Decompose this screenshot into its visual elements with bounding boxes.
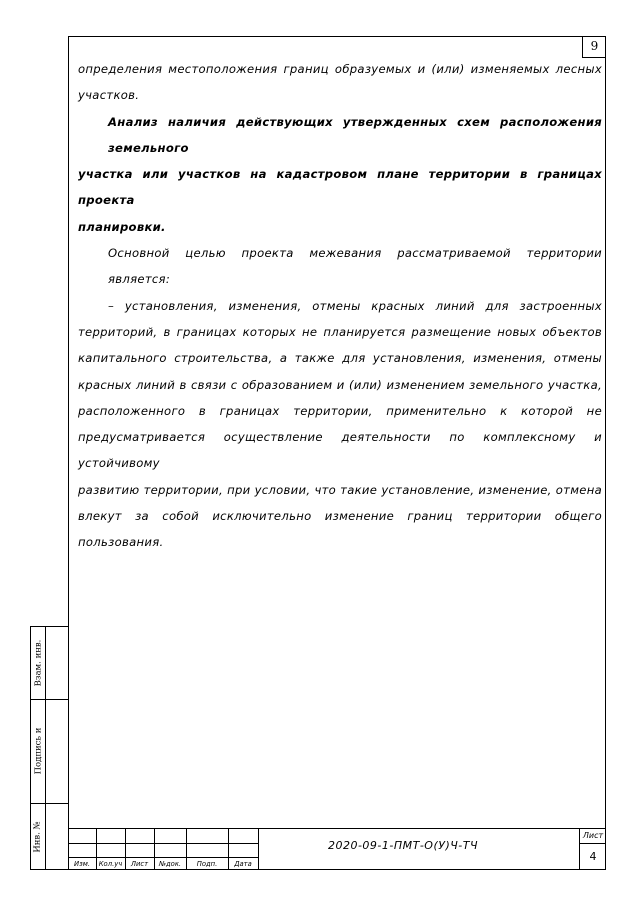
text-line: расположенного в границах территории, применительно к которой не	[78, 403, 602, 418]
text-line: капитального строительства, а также для установления, изменения, отмены	[78, 351, 602, 366]
text-line: влекут за собой исключительно изменение границ территории общего пользования.	[78, 509, 602, 550]
caption-podp: Подп.	[196, 860, 218, 868]
paragraph-list-item	[78, 293, 602, 556]
sheet-label: Лист	[582, 831, 604, 840]
text-line: красных линий в связи с образованием и (или) изменением земельного участка,	[78, 377, 602, 392]
caption-ndok: №док.	[158, 860, 182, 868]
sheet-number: 4	[589, 850, 597, 863]
document-body	[78, 56, 602, 556]
heading-analysis	[78, 109, 602, 240]
side-label-vzam: Взам. инв.	[33, 639, 44, 687]
paragraph-goal	[78, 240, 602, 293]
caption-kol-uch: Кол.уч	[98, 860, 123, 868]
document-code: 2020-09-1-ПМТ-О(У)Ч-ТЧ	[327, 839, 479, 852]
side-label-podpis: Подпись и	[33, 727, 44, 775]
side-stamp	[30, 626, 68, 870]
text-line: планировки.	[78, 219, 166, 234]
text-line: развитию территории, при условии, что такие установление, изменение, отмена	[78, 482, 602, 497]
caption-data: Дата	[234, 860, 252, 868]
side-label-inv: Инв. №	[33, 821, 43, 853]
text-line: – установления, изменения, отмены красных линий для застроенных	[108, 298, 602, 313]
title-block	[68, 828, 606, 870]
text-line: определения местоположения границ образуемых и (или) изменяемых лесных	[78, 62, 602, 76]
caption-izm: Изм.	[74, 860, 90, 868]
caption-list: Лист	[130, 860, 149, 868]
text-line: Анализ наличия действующих утвержденных схем расположения земельного	[108, 114, 602, 155]
text-line: участков.	[78, 88, 140, 103]
page-number: 9	[582, 36, 606, 58]
text-line: территорий, в границах которых не планируется размещение новых объектов	[78, 324, 602, 339]
paragraph-1	[78, 56, 602, 109]
text-line: Основной целью проекта межевания рассматриваемой территории является:	[108, 246, 602, 287]
text-line: предусматривается осуществление деятельности по комплексному и устойчивому	[78, 430, 602, 471]
text-line: участка или участков на кадастровом плане территории в границах проекта	[78, 167, 602, 208]
